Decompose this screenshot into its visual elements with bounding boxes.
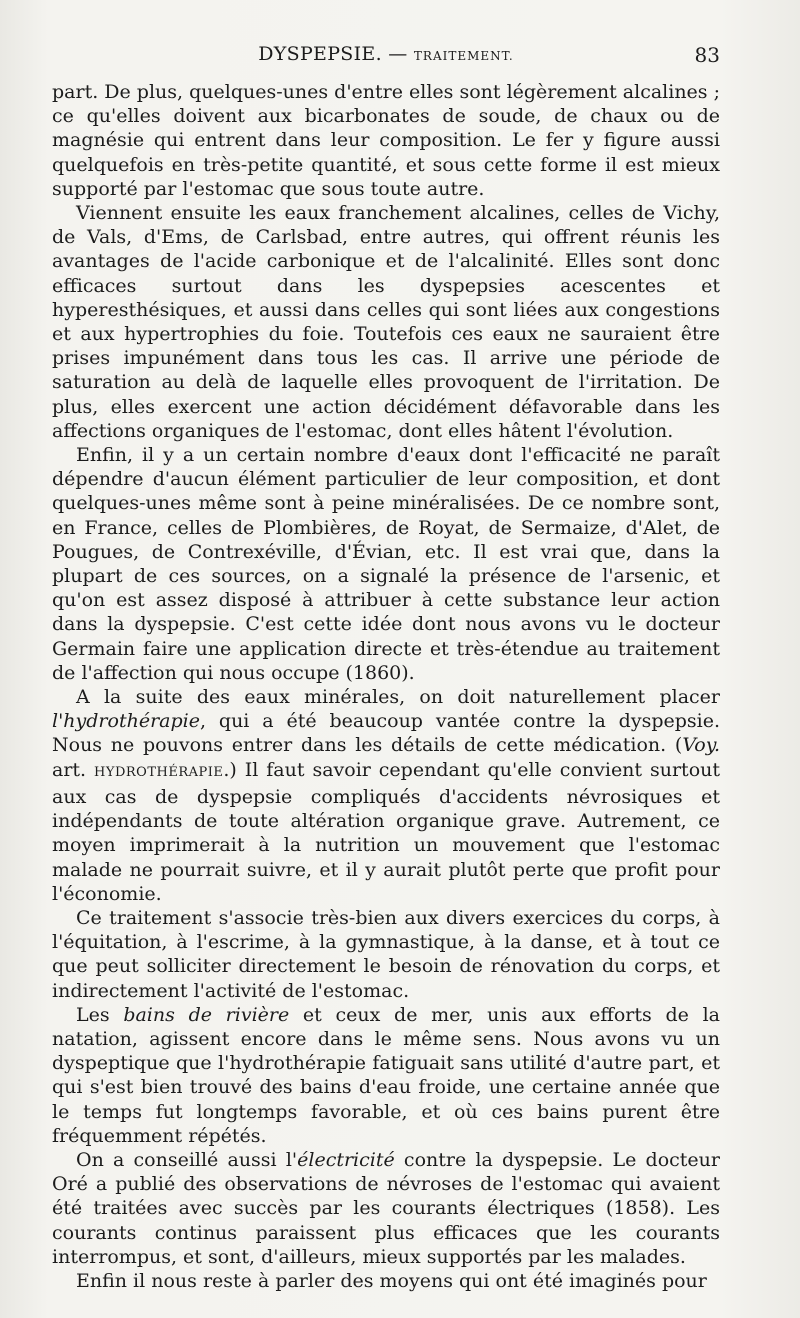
page-header xyxy=(52,43,720,73)
paragraph-4-text-a: A la suite des eaux minérales, on doit naturellement placer xyxy=(76,686,720,709)
paragraph-6-text-c: et ceux de mer, unis aux efforts de la natation, agissent encore dans le même sens. Nous avons vu un dyspeptique que l'hydrothérapie fatiguait sans utilité d'autre part, et qui s'est bien trouvé des bains d'eau froide, une certaine année que le temps fut longtemps favorable, et où ces bains purent être fréquemment répétés. xyxy=(52,1003,720,1147)
paragraph-7-italic-electricite: électricité xyxy=(297,1148,395,1171)
page-number: 83 xyxy=(694,43,720,67)
paragraph-1: part. De plus, quelques-unes d'entre elles sont légèrement alcalines ; ce qu'elles doivent aux bicarbonates de soude, de chaux ou de magnésie qui entrent dans leur composition. Le fer y figure aussi quelquefois en très-petite quantité, et sous cette forme il est mieux supporté par l'estomac que sous toute autre. xyxy=(52,81,720,200)
page-body xyxy=(52,80,720,1293)
running-title-dash: — xyxy=(381,43,414,65)
paragraph-3: Enfin, il y a un certain nombre d'eaux dont l'efficacité ne paraît dépendre d'aucun élément particulier de leur composition, et dont quelques-unes même sont à peine minéralisées. De ce nombre sont, en France, celles de Plombières, de Royat, de Sermaize, d'Alet, de Pougues, de Contrexéville, d'Évian, etc. Il est vrai que, dans la plupart de ces sources, on a signalé la présence de l'arsenic, et qu'on est assez disposé à attribuer à cette substance leur action dans la dyspepsie. C'est cette idée dont nous avons vu le docteur Germain faire une application directe et très-étendue au traitement de l'affection qui nous occupe (1860). xyxy=(52,444,720,684)
paragraph-7-text-c: contre la dyspepsie. Le docteur Oré a publié des observations de névroses de l'estomac qui avaient été traitées avec succès par les courants électriques (1858). Les courants continus paraissent plus efficaces que les courants interrompus, et sont, d'ailleurs, mieux supportés par les malades. xyxy=(52,1148,720,1268)
paragraph-6-italic-bains: bains de rivière xyxy=(123,1003,290,1026)
running-title xyxy=(52,43,720,65)
paragraph-5: Ce traitement s'associe très-bien aux divers exercices du corps, à l'équitation, à l'escrime, à la gymnastique, à la danse, et à tout ce que peut solliciter directement le besoin de rénovation du corps, et indirectement l'activité de l'estomac. xyxy=(52,906,720,1002)
paragraph-2: Viennent ensuite les eaux franchement alcalines, celles de Vichy, de Vals, d'Ems, de Carlsbad, entre autres, qui offrent réunis les avantages de l'acide carbonique et de l'alcalinité. Elles sont donc efficaces surtout dans les dyspepsies acescentes et hyperesthésiques, et aussi dans celles qui sont liées aux congestions et aux hypertrophies du foie. Toutefois ces eaux ne sauraient être prises impunément dans tous les cas. Il arrive une période de saturation au delà de laquelle elles provoquent de l'irritation. De plus, elles exercent une action décidément défavorable dans les affections organiques de l'estomac, dont elles hâtent l'évolution. xyxy=(52,202,720,442)
running-title-sub: TRAITEMENT. xyxy=(413,49,514,63)
paragraph-4-smallcaps-ref: HYDROTHÉRAPIE xyxy=(94,764,224,780)
paragraph-6-text-a: Les xyxy=(76,1003,124,1026)
paragraph-4-text-e: art. xyxy=(52,758,95,781)
paragraph-4-italic-hydrotherapie: l'hydrothérapie xyxy=(52,710,200,733)
paragraph-4-text-g: .) Il faut savoir cependant qu'elle convient surtout aux cas de dyspepsie compliqués d'accidents névrosiques et indépendants de toute altération organique grave. Autrement, ce moyen imprimerait à la nutrition un mouvement que l'estomac malade ne pourrait suivre, et il y aurait plutôt perte que profit pour l'économie. xyxy=(52,758,721,905)
paragraph-7-text-a: On a conseillé aussi l' xyxy=(76,1148,298,1171)
paragraph-4 xyxy=(52,685,720,906)
paragraph-7 xyxy=(52,1148,720,1269)
running-title-main: DYSPEPSIE. xyxy=(258,43,382,65)
paragraph-8: Enfin il nous reste à parler des moyens qui ont été imaginés pour xyxy=(76,1269,707,1292)
paragraph-4-text-c: , qui a été beaucoup vantée contre la dyspepsie. Nous ne pouvons entrer dans les détails de cette médication. ( xyxy=(52,710,720,757)
paragraph-6 xyxy=(52,1003,720,1148)
paragraph-4-italic-voy: Voy. xyxy=(682,734,720,757)
